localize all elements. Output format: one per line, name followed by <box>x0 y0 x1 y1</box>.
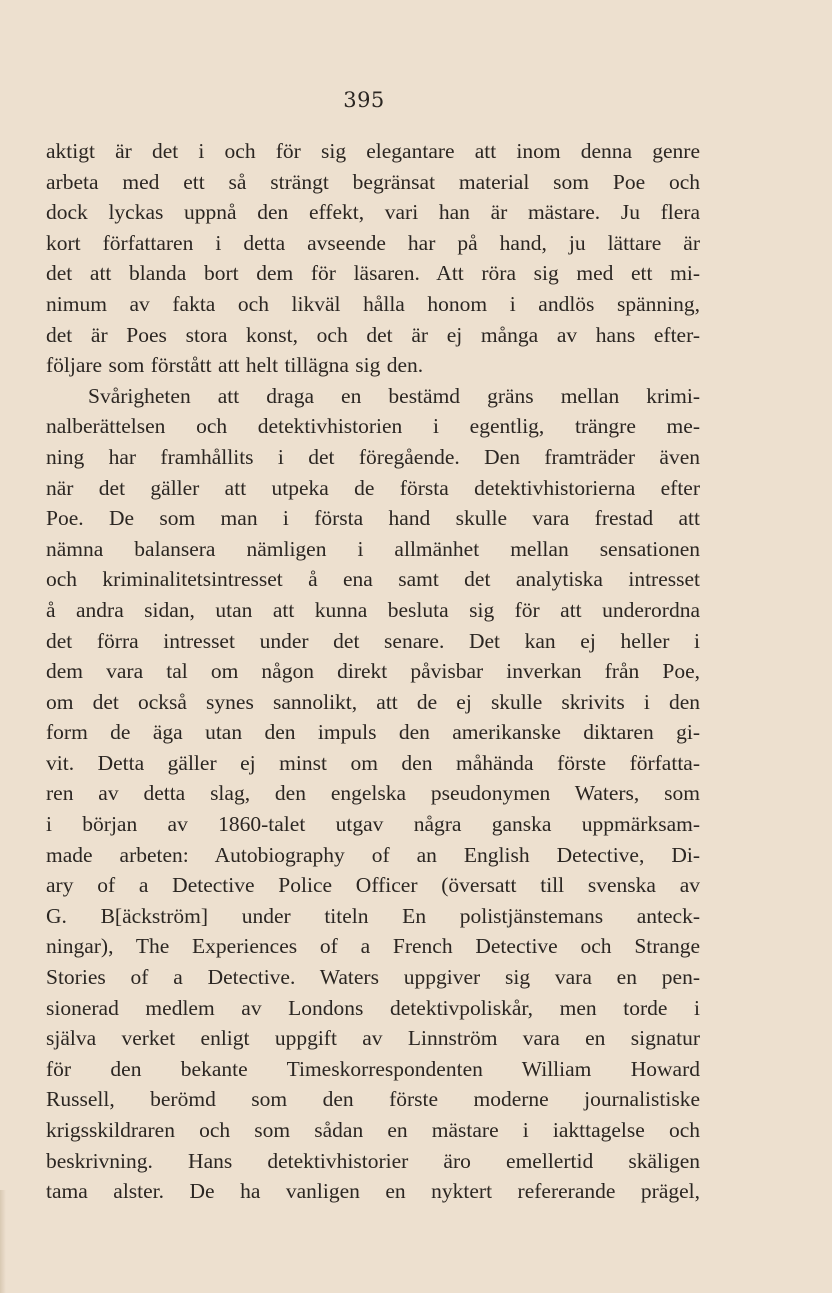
text-line: och kriminalitetsintresset å ena samt det analytiska intresset <box>46 567 700 592</box>
text-line: G. B[äckström] under titeln En polistjänstemans anteck- <box>46 903 700 928</box>
text-line: sionerad medlem av Londons detektivpoliskår, men torde i <box>46 995 700 1020</box>
text-line: nämna balansera nämligen i allmänhet mellan sensationen <box>46 536 700 561</box>
text-line: Russell, berömd som den förste moderne journalistiske <box>46 1087 700 1112</box>
text-line: själva verket enligt uppgift av Linnström vara en signatur <box>46 1026 700 1051</box>
text-line: i början av 1860-talet utgav några ganska uppmärksam- <box>46 812 700 837</box>
text-line: arbeta med ett så strängt begränsat material som Poe och <box>46 169 700 194</box>
page-edge-shadow <box>0 1190 6 1293</box>
text-line: ary of a Detective Police Officer (översatt till svenska av <box>46 873 700 898</box>
text-line: när det gäller att utpeka de första detektivhistorierna efter <box>46 475 700 500</box>
text-line: om det också synes sannolikt, att de ej skulle skrivits i den <box>46 689 700 714</box>
text-line: beskrivning. Hans detektivhistorier äro emellertid skäligen <box>46 1148 700 1173</box>
text-line: kort författaren i detta avseende har på hand, ju lättare är <box>46 230 700 255</box>
text-line: dem vara tal om någon direkt påvisbar inverkan från Poe, <box>46 659 700 684</box>
text-line: dock lyckas uppnå den effekt, vari han är mästare. Ju flera <box>46 200 700 225</box>
text-line: det att blanda bort dem för läsaren. Att röra sig med ett mi- <box>46 261 700 286</box>
text-line: det förra intresset under det senare. Det kan ej heller i <box>46 628 700 653</box>
text-line: vit. Detta gäller ej minst om den måhända förste författa- <box>46 750 700 775</box>
text-line: nimum av fakta och likväl hålla honom i andlös spänning, <box>46 291 700 316</box>
page-number: 395 <box>343 88 385 112</box>
text-line: Poe. De som man i första hand skulle vara frestad att <box>46 506 700 531</box>
text-line: ningar), The Experiences of a French Detective och Strange <box>46 934 700 959</box>
text-line: tama alster. De ha vanligen en nyktert refererande prägel, <box>46 1179 700 1204</box>
text-line: form de äga utan den impuls den amerikanske diktaren gi- <box>46 720 700 745</box>
body-text <box>46 136 700 1207</box>
text-line: ren av detta slag, den engelska pseudonymen Waters, som <box>46 781 700 806</box>
text-line: made arbeten: Autobiography of an English Detective, Di- <box>46 842 700 867</box>
text-line: Stories of a Detective. Waters uppgiver sig vara en pen- <box>46 965 700 990</box>
text-line: Svårigheten att draga en bestämd gräns mellan krimi- <box>88 383 700 408</box>
text-line: aktigt är det i och för sig elegantare att inom denna genre <box>46 139 700 163</box>
text-line: krigsskildraren och som sådan en mästare i iakttagelse och <box>46 1118 700 1142</box>
text-line: följare som förstått att helt tillägna sig den. <box>46 353 424 378</box>
text-line: ning har framhållits i det föregående. Den framträder även <box>46 444 700 469</box>
text-line: det är Poes stora konst, och det är ej många av hans efter- <box>46 322 700 347</box>
text-line: nalberättelsen och detektivhistorien i egentlig, trängre me- <box>46 414 700 439</box>
text-line: å andra sidan, utan att kunna besluta sig för att underordna <box>46 597 700 622</box>
text-line: för den bekante Timeskorrespondenten William Howard <box>46 1056 700 1081</box>
